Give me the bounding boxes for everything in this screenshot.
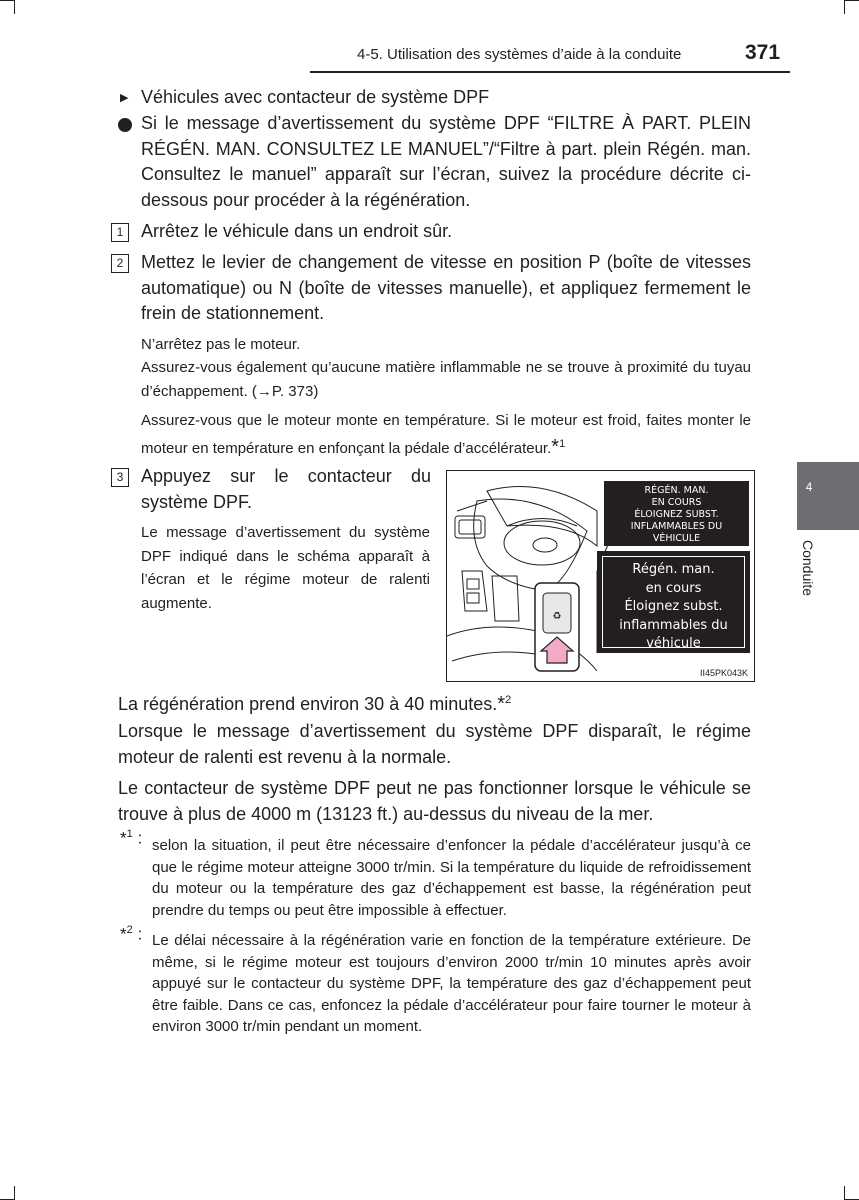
crop-mark: [845, 0, 859, 1]
dashboard-illustration: [446, 470, 755, 682]
step-number: 2: [111, 254, 129, 273]
figure-code: II45PK043K: [699, 668, 748, 678]
crop-mark: [14, 1186, 15, 1200]
display-line: inflammables du: [619, 617, 728, 633]
regeneration-duration-text: La régénération prend environ 30 à 40 minutes.: [118, 694, 498, 714]
footnote-marker: *$^1$ :: [120, 828, 143, 848]
bullet-icon: [118, 118, 132, 132]
chapter-number: 4: [805, 480, 813, 494]
triangle-icon: ▶: [120, 92, 129, 104]
step-note: [141, 409, 751, 460]
step-text: Arrêtez le véhicule dans un endroit sûr.: [141, 221, 453, 241]
display-line: EN COURS: [651, 497, 702, 508]
step-text: Appuyez sur le contacteur du système DPF.: [141, 466, 431, 512]
step-note: N’arrêtez pas le moteur.: [141, 336, 301, 353]
svg-text:♻: ♻: [552, 611, 562, 622]
chapter-tab: [797, 462, 859, 530]
footnote-marker: *$^2$ :: [120, 924, 143, 944]
display-line: VÉHICULE: [652, 533, 701, 544]
footnote-ref: *: [497, 693, 506, 715]
chapter-label: Conduite: [800, 540, 816, 597]
warning-instruction: Si le message d’avertissement du système DPF “FILTRE À PART. PLEIN RÉGÉN. MAN. CONSULTEZ LE MANUEL”/“Filtre à part. plein Régén. man. Consultez le manuel” apparaît sur l’écran, suivez la procédure décrite ci-dessous pour procéder à la régénération.: [141, 113, 751, 210]
display-line: véhicule: [646, 636, 701, 651]
display-line: ÉLOIGNEZ SUBST.: [634, 509, 719, 520]
display-line: Régén. man.: [632, 562, 715, 577]
crop-mark: [844, 0, 845, 14]
display-line: INFLAMMABLES DU: [630, 521, 723, 532]
regeneration-duration: [118, 688, 758, 718]
message-disappears-paragraph: Lorsque le message d’avertissement du système DPF disparaît, le régime moteur de ralenti est revenu à la normale.: [118, 721, 751, 767]
step-note-text: Assurez-vous que le moteur monte en température. Si le moteur est froid, faites monter le moteur en température en enfonçant la pédale d’accélérateur.: [141, 412, 751, 457]
step-number: 3: [111, 468, 129, 487]
step-note: Le message d’avertissement du système DPF indiqué dans le schéma apparaît à l’écran et le régime moteur de ralenti augmente.: [141, 524, 430, 612]
multi-display-upper: [604, 481, 749, 546]
display-line: en cours: [645, 580, 702, 596]
step-text: Mettez le levier de changement de vitesse en position P (boîte de vitesses automatique) ou N (boîte de vitesses manuelle), et appliquez fermement le frein de stationnement.: [141, 252, 751, 323]
display-line: Éloignez subst.: [624, 599, 723, 614]
page-number: 371: [745, 41, 781, 64]
header-section-title: 4-5. Utilisation des systèmes d’aide à la conduite: [357, 46, 682, 63]
footnote-ref: *: [551, 435, 560, 458]
footnote-text: selon la situation, il peut être nécessaire d’enfoncer la pédale d’accélérateur jusqu’à ce que le régime moteur atteigne 3000 tr/min. Si la température du liquide de refroidissement du moteur ou la température des gaz d’échappement est basse, la régénération peut prendre du temps ou peut être impossible à effectuer.: [152, 837, 751, 919]
display-frame: [602, 556, 745, 648]
footnote-marker-number: 1: [126, 828, 133, 840]
altitude-paragraph: Le contacteur de système DPF peut ne pas fonctionner lorsque le véhicule se trouve à plus de 4000 m (13123 ft.) au-dessus du niveau de la mer.: [118, 778, 751, 824]
display-line: RÉGÉN. MAN.: [644, 485, 709, 496]
multi-display-lower: [597, 551, 750, 653]
footnote-ref-number: 1: [559, 437, 566, 450]
crop-mark: [0, 0, 14, 1]
header-rule: [310, 71, 790, 73]
footnote-ref-number: 2: [505, 694, 512, 706]
footnote-text: Le délai nécessaire à la régénération varie en fonction de la température extérieure. De même, si le régime moteur est toujours d’environ 2000 tr/min 10 minutes après avoir appuyé sur le contacteur du système DPF, la température des gaz d’échappement peut être faible. Dans ce cas, enfoncez la pédale d’accélérateur pour faire tourner le moteur à environ 3000 tr/min pendant un moment.: [152, 932, 751, 1035]
crop-mark: [14, 0, 15, 14]
vehicle-heading: Véhicules avec contacteur de système DPF: [141, 87, 490, 107]
footnote-marker-number: 2: [126, 924, 133, 936]
step-number: 1: [111, 223, 129, 242]
step-note: Assurez-vous également qu’aucune matière inflammable ne se trouve à proximité du tuyau d’échappement. (→P. 373): [141, 359, 751, 400]
crop-mark: [844, 1186, 845, 1200]
